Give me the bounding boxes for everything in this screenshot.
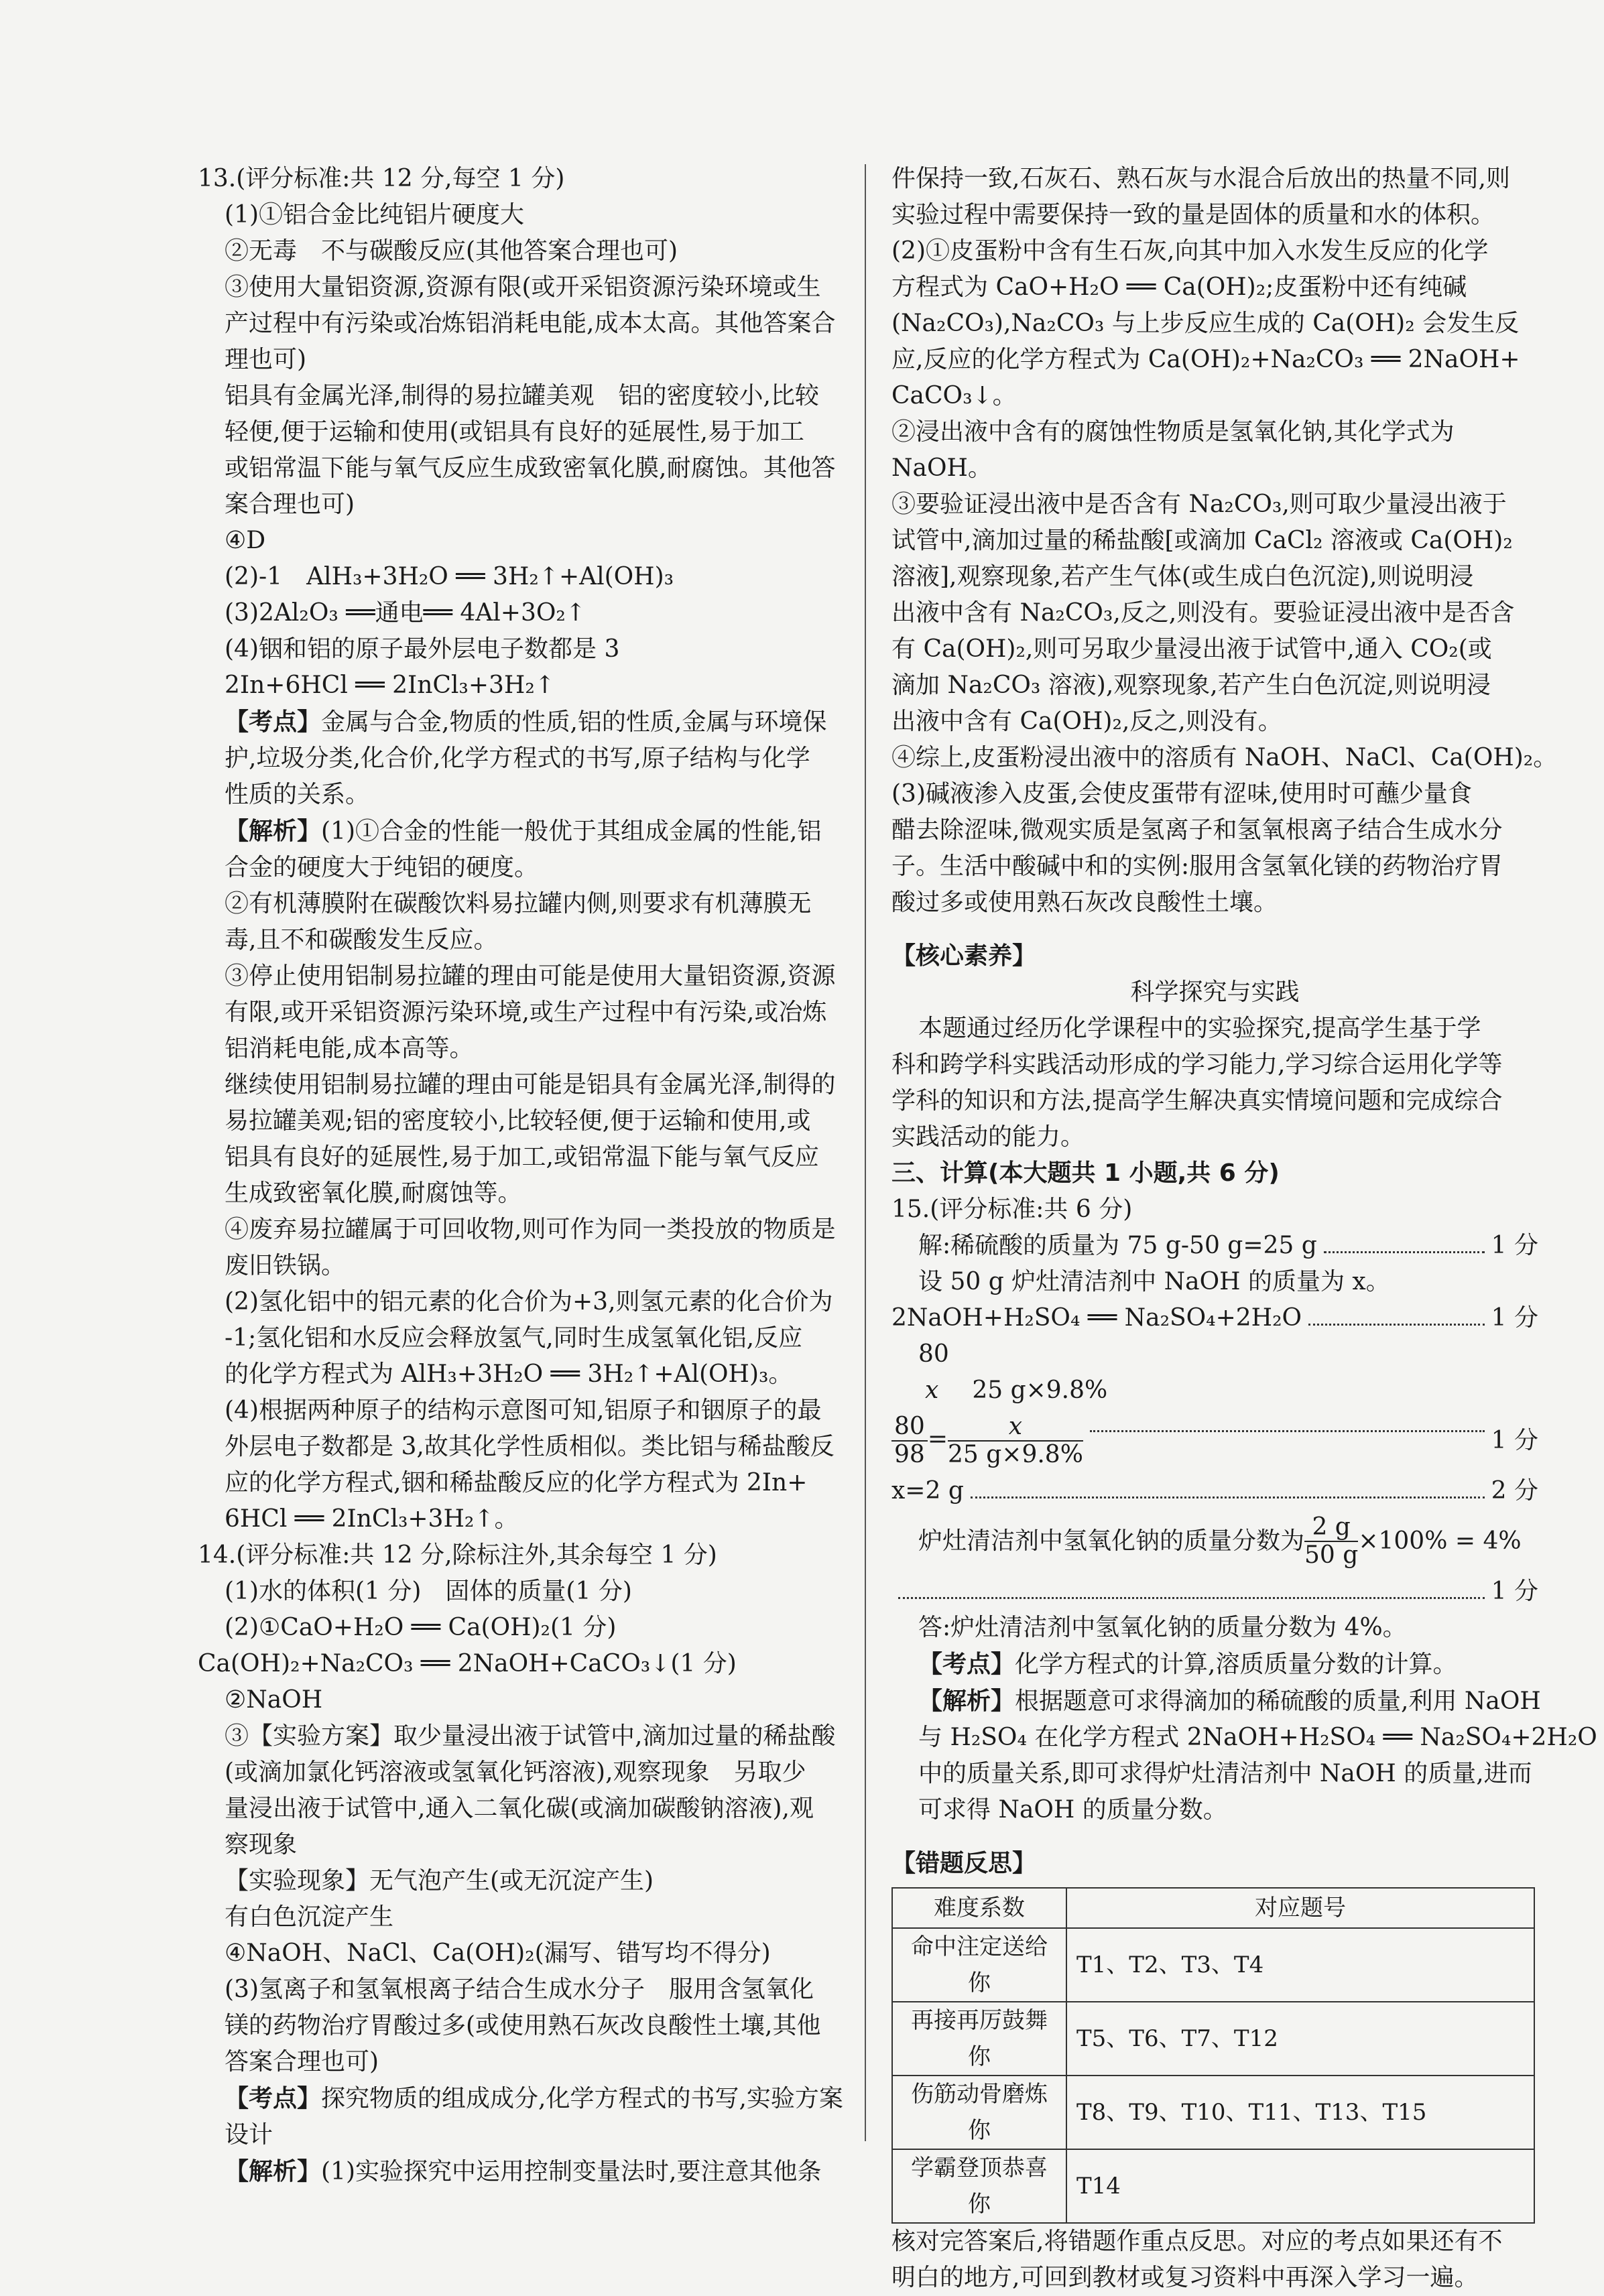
q15-jiexi: [891, 1683, 1541, 1720]
right-column: [891, 161, 1597, 2296]
text-line: (4)根据两种原子的结构示意图可知,铝原子和铟原子的最: [225, 1397, 822, 1424]
score-line: [891, 1574, 1538, 1610]
q15-kaodian: [891, 1646, 1538, 1683]
text-line: 设计: [225, 2121, 273, 2149]
text-line: ②无毒 不与碳酸反应(其他答案合理也可): [225, 237, 678, 265]
text-line: 镁的药物治疗胃酸过多(或使用熟石灰改良酸性土壤,其他: [225, 2012, 821, 2039]
numerator: 2 g: [1304, 1514, 1358, 1542]
text-line: 25 g×9.8%: [972, 1377, 1108, 1404]
text-line: 子。生活中酸碱中和的实例:服用含氢氧化镁的药物治疗胃: [891, 852, 1503, 880]
proportion: $\frac{80}{98}$ = $\frac{x}{25 g\times 9.8\%}$: [891, 1413, 1083, 1468]
table-cell: 再接再厉鼓舞你: [892, 2002, 1066, 2076]
text-line: ③【实验方案】取少量浸出液于试管中,滴加过量的稀盐酸: [225, 1722, 836, 1750]
text-line: 滴加 Na₂CO₃ 溶液),观察现象,若产生白色沉淀,则说明浸: [891, 672, 1491, 699]
text-line: 试管中,滴加过量的稀盐酸[或滴加 CaCl₂ 溶液或 Ca(OH)₂: [891, 527, 1513, 554]
text-line: ×100% = 4%: [1358, 1527, 1522, 1555]
jiexi-label: 【解析】: [225, 2157, 322, 2185]
text-line: 或铝常温下能与氧气反应生成致密氧化膜,耐腐蚀。其他答: [225, 454, 836, 482]
score-line: [891, 1473, 1538, 1509]
q13-jiexi: [198, 813, 841, 850]
denominator: 50 g: [1304, 1541, 1359, 1569]
table-row: [892, 2076, 1534, 2149]
text-line: 毒,且不和碳酸发生反应。: [225, 926, 498, 954]
text-line: 解:稀硫酸的质量为 75 g-50 g=25 g: [918, 1232, 1317, 1259]
text-line: 学科的知识和方法,提高学生解决真实情境问题和完成综合: [891, 1087, 1503, 1114]
equation-line: (3)2Al₂O₃ ══通电══ 4Al+3O₂↑: [225, 599, 586, 627]
text-line: 出液中含有 Ca(OH)₂,反之,则没有。: [891, 708, 1282, 735]
text-line: 性质的关系。: [225, 781, 370, 808]
text-line: 中的质量关系,即可求得炉灶清洁剂中 NaOH 的质量,进而: [918, 1760, 1532, 1787]
text-line: 铝具有金属光泽,制得的易拉罐美观 铝的密度较小,比较: [225, 382, 819, 409]
text-line: 废旧铁锅。: [225, 1252, 346, 1279]
text-line: 有白色沉淀产生: [225, 1903, 394, 1931]
text-line: 应,反应的化学方程式为 Ca(OH)₂+Na₂CO₃ ══ 2NaOH+: [891, 346, 1520, 373]
equation-line: (2)①CaO+H₂O ══ Ca(OH)₂(1 分): [225, 1614, 617, 1641]
ratio-line: [891, 1373, 1538, 1409]
core-literacy-label: 【核心素养】: [891, 942, 1037, 970]
text-line: 案合理也可): [225, 491, 355, 518]
text-line: ④D: [225, 527, 266, 554]
text-line: 80: [918, 1340, 949, 1368]
text-line: ③要验证浸出液中是否含有 Na₂CO₃,则可取少量浸出液于: [891, 491, 1507, 518]
jiexi-label: 【解析】: [918, 1687, 1015, 1715]
core-literacy-title: 科学探究与实践: [1130, 978, 1300, 1006]
text-line: 方程式为 CaO+H₂O ══ Ca(OH)₂;皮蛋粉中还有纯碱: [891, 273, 1467, 301]
text-line: 醋去除涩味,微观实质是氢离子和氢氧根离子结合生成水分: [891, 816, 1503, 844]
q13-answer: [198, 161, 841, 704]
text-line: (或滴加氯化钙溶液或氢氧化钙溶液),观察现象 另取少: [225, 1759, 806, 1786]
text-line: ④NaOH、NaCl、Ca(OH)₂(漏写、错写均不得分): [225, 1939, 771, 1967]
text-line: (1)实验探究中运用控制变量法时,要注意其他条: [321, 2158, 822, 2185]
score-line: [891, 1228, 1538, 1264]
score-line: [891, 1300, 1538, 1336]
text-line: 与 H₂SO₄ 在化学方程式 2NaOH+H₂SO₄ ══ Na₂SO₄+2H₂O: [918, 1724, 1597, 1751]
table-cell: T1、T2、T3、T4: [1066, 1928, 1534, 2002]
left-column: [198, 161, 841, 2190]
equation-line: 2NaOH+H₂SO₄ ══ Na₂SO₄+2H₂O: [891, 1304, 1302, 1332]
table-cell: T5、T6、T7、T12: [1066, 2002, 1534, 2076]
score-line: [891, 1409, 1538, 1473]
text-line: NaOH。: [891, 454, 992, 482]
text-line: (3)碱液渗入皮蛋,会使皮蛋带有涩味,使用时可蘸少量食: [891, 780, 1472, 808]
text-line: 金属与合金,物质的性质,铝的性质,金属与环境保: [321, 708, 827, 736]
text-line: 件保持一致,石灰石、熟石灰与水混合后放出的热量不同,则: [891, 165, 1510, 192]
table-row: [892, 2002, 1534, 2076]
column-header: 对应题号: [1066, 1888, 1534, 1928]
text-line: 明白的地方,可回到教材或复习资料中再深入学习一遍。: [891, 2264, 1479, 2291]
table-cell: T8、T9、T10、T11、T13、T15: [1066, 2076, 1534, 2149]
text-line: 的化学方程式为 AlH₃+3H₂O ══ 3H₂↑+Al(OH)₃。: [225, 1360, 793, 1388]
text-line: ④综上,皮蛋粉浸出液中的溶质有 NaOH、NaCl、Ca(OH)₂。: [891, 744, 1558, 771]
text-line: 本题通过经历化学课程中的实验探究,提高学生基于学: [918, 1015, 1481, 1042]
text-line: ③停止使用铝制易拉罐的理由可能是使用大量铝资源,资源: [225, 962, 836, 990]
numerator: x: [948, 1413, 1083, 1442]
numerator: 80: [891, 1413, 928, 1442]
text-line: 外层电子数都是 3,故其化学性质相似。类比铝与稀盐酸反: [225, 1433, 835, 1460]
q14-header: 14.(评分标准:共 12 分,除标注外,其余每空 1 分): [198, 1541, 717, 1569]
text-line: 理也可): [225, 346, 307, 373]
text-line: 出液中含有 Na₂CO₃,反之,则没有。要验证浸出液中是否含: [891, 599, 1515, 627]
table-row: [892, 2149, 1534, 2223]
text-line: 有 Ca(OH)₂,则可另取少量浸出液于试管中,通入 CO₂(或: [891, 635, 1492, 663]
denominator: 98: [894, 1441, 925, 1468]
text-line: -1;氢化铝和水反应会释放氢气,同时生成氢氧化铝,反应: [225, 1324, 803, 1352]
text-line: 答:炉灶清洁剂中氢氧化钠的质量分数为 4%。: [918, 1614, 1407, 1641]
text-line: 可求得 NaOH 的质量分数。: [918, 1796, 1227, 1824]
text-line: (3)氢离子和氢氧根离子结合生成水分子 服用含氢氧化: [225, 1976, 814, 2003]
text-line: ④废弃易拉罐属于可回收物,则可作为同一类投放的物质是: [225, 1216, 836, 1243]
score: 1 分: [1491, 1232, 1538, 1259]
text-line: 应的化学方程式,铟和稀盐酸反应的化学方程式为 2In+: [225, 1469, 808, 1496]
error-reflection-label: 【错题反思】: [891, 1850, 1037, 1877]
score: 1 分: [1491, 1304, 1538, 1332]
q13-kaodian: [198, 704, 841, 741]
text-line: 根据题意可求得滴加的稀硫酸的质量,利用 NaOH: [1015, 1687, 1541, 1715]
score: 2 分: [1491, 1477, 1538, 1505]
table-row: [892, 1928, 1534, 2002]
text-line: 轻便,便于运输和使用(或铝具有良好的延展性,易于加工: [225, 418, 804, 446]
column-header: 难度系数: [892, 1888, 1066, 1928]
kaodian-label: 【考点】: [225, 708, 322, 736]
text-line: 化学方程式的计算,溶质质量分数的计算。: [1015, 1651, 1457, 1678]
table-cell: 命中注定送给你: [892, 1928, 1066, 2002]
text-line: (4)铟和铝的原子最外层电子数都是 3: [225, 635, 620, 663]
text-line: ③使用大量铝资源,资源有限(或开采铝资源污染环境或生: [225, 273, 821, 301]
equation-line: 2In+6HCl ══ 2InCl₃+3H₂↑: [225, 672, 555, 699]
text-line: 察现象: [225, 1831, 298, 1858]
text-line: 量浸出液于试管中,通入二氧化碳(或滴加碳酸钠溶液),观: [225, 1795, 814, 1822]
text-line: ②NaOH: [225, 1686, 323, 1714]
section-heading: 三、计算(本大题共 1 小题,共 6 分): [891, 1159, 1280, 1187]
text-line: (1)水的体积(1 分) 固体的质量(1 分): [225, 1578, 632, 1605]
score: 1 分: [1491, 1578, 1538, 1605]
text-line: (Na₂CO₃),Na₂CO₃ 与上步反应生成的 Ca(OH)₂ 会发生反: [891, 310, 1520, 337]
text-line: 易拉罐美观;铝的密度较小,比较轻便,便于运输和使用,或: [225, 1107, 811, 1135]
variable: x: [925, 1377, 939, 1404]
q14-answer: [198, 1537, 841, 2080]
kaodian-label: 【考点】: [918, 1650, 1015, 1678]
table-cell: 学霸登顶恭喜你: [892, 2149, 1066, 2223]
q13-header: 13.(评分标准:共 12 分,每空 1 分): [198, 165, 565, 192]
kaodian-label: 【考点】: [225, 2084, 322, 2112]
equation-line: (2)-1 AlH₃+3H₂O ══ 3H₂↑+Al(OH)₃: [225, 563, 674, 590]
text-line: 产过程中有污染或冶炼铝消耗电能,成本太高。其他答案合: [225, 310, 836, 337]
text-line: (2)氢化铝中的铝元素的化合价为+3,则氢元素的化合价为: [225, 1288, 833, 1316]
table-header-row: [892, 1888, 1534, 1928]
fraction: [891, 1413, 928, 1468]
equation-line: Ca(OH)₂+Na₂CO₃ ══ 2NaOH+CaCO₃↓(1 分): [198, 1650, 737, 1677]
table-cell: 伤筋动骨磨炼你: [892, 2076, 1066, 2149]
text-line: 答案合理也可): [225, 2048, 379, 2076]
column-divider: [865, 164, 866, 2141]
text-line: 核对完答案后,将错题作重点反思。对应的考点如果还有不: [891, 2228, 1503, 2255]
text-line: ②浸出液中含有的腐蚀性物质是氢氧化钠,其化学式为: [891, 418, 1455, 446]
text-line: 科和跨学科实践活动形成的学习能力,学习综合运用化学等: [891, 1051, 1503, 1078]
text-line: CaCO₃↓。: [891, 382, 1017, 409]
jiexi-label: 【解析】: [225, 817, 322, 845]
fraction: [1304, 1514, 1358, 1569]
error-reflection-table: [891, 1887, 1535, 2224]
text-line: 探究物质的组成成分,化学方程式的书写,实验方案: [321, 2085, 843, 2112]
text-line: 【实验现象】无气泡产生(或无沉淀产生): [225, 1867, 654, 1895]
score: 1 分: [1491, 1427, 1538, 1454]
table-cell: T14: [1066, 2149, 1534, 2223]
text-line: 铝具有良好的延展性,易于加工,或铝常温下能与氧气反应: [225, 1143, 819, 1171]
percentage-line: [891, 1509, 1538, 1574]
text-line: 6HCl ══ 2InCl₃+3H₂↑。: [225, 1505, 519, 1533]
text-line: 护,垃圾分类,化合价,化学方程式的书写,原子结构与化学: [225, 745, 810, 772]
text-line: ②有机薄膜附在碳酸饮料易拉罐内侧,则要求有机薄膜无: [225, 890, 812, 917]
text-line: 溶液],观察现象,若产生气体(或生成白色沉淀),则说明浸: [891, 563, 1474, 590]
text-line: 有限,或开采铝资源污染环境,或生产过程中有污染,或冶炼: [225, 999, 827, 1026]
text-line: 炉灶清洁剂中氢氧化钠的质量分数为: [918, 1527, 1305, 1555]
text-line: 实践活动的能力。: [891, 1123, 1085, 1151]
text-line: 铝消耗电能,成本高等。: [225, 1035, 474, 1062]
fraction: [948, 1413, 1083, 1468]
text-line: 继续使用铝制易拉罐的理由可能是铝具有金属光泽,制得的: [225, 1071, 836, 1098]
text-line: 设 50 g 炉灶清洁剂中 NaOH 的质量为 x。: [918, 1268, 1390, 1295]
text-line: 合金的硬度大于纯铝的硬度。: [225, 854, 539, 881]
text-line: x=2 g: [891, 1477, 964, 1505]
text-line: (1)①铝合金比纯铝片硬度大: [225, 201, 524, 229]
text-line: (2)①皮蛋粉中含有生石灰,向其中加入水发生反应的化学: [891, 237, 1489, 265]
q14-jiexi: [198, 2153, 841, 2190]
text-line: (1)①合金的性能一般优于其组成金属的性能,铝: [321, 818, 822, 845]
denominator: 25 g×9.8%: [947, 1441, 1083, 1468]
q14-kaodian: [198, 2080, 841, 2117]
text-line: 酸过多或使用熟石灰改良酸性土壤。: [891, 889, 1278, 916]
text-line: 生成致密氧化膜,耐腐蚀等。: [225, 1179, 522, 1207]
q15-header: 15.(评分标准:共 6 分): [891, 1196, 1133, 1223]
text-line: 实验过程中需要保持一致的量是固体的质量和水的体积。: [891, 201, 1495, 229]
